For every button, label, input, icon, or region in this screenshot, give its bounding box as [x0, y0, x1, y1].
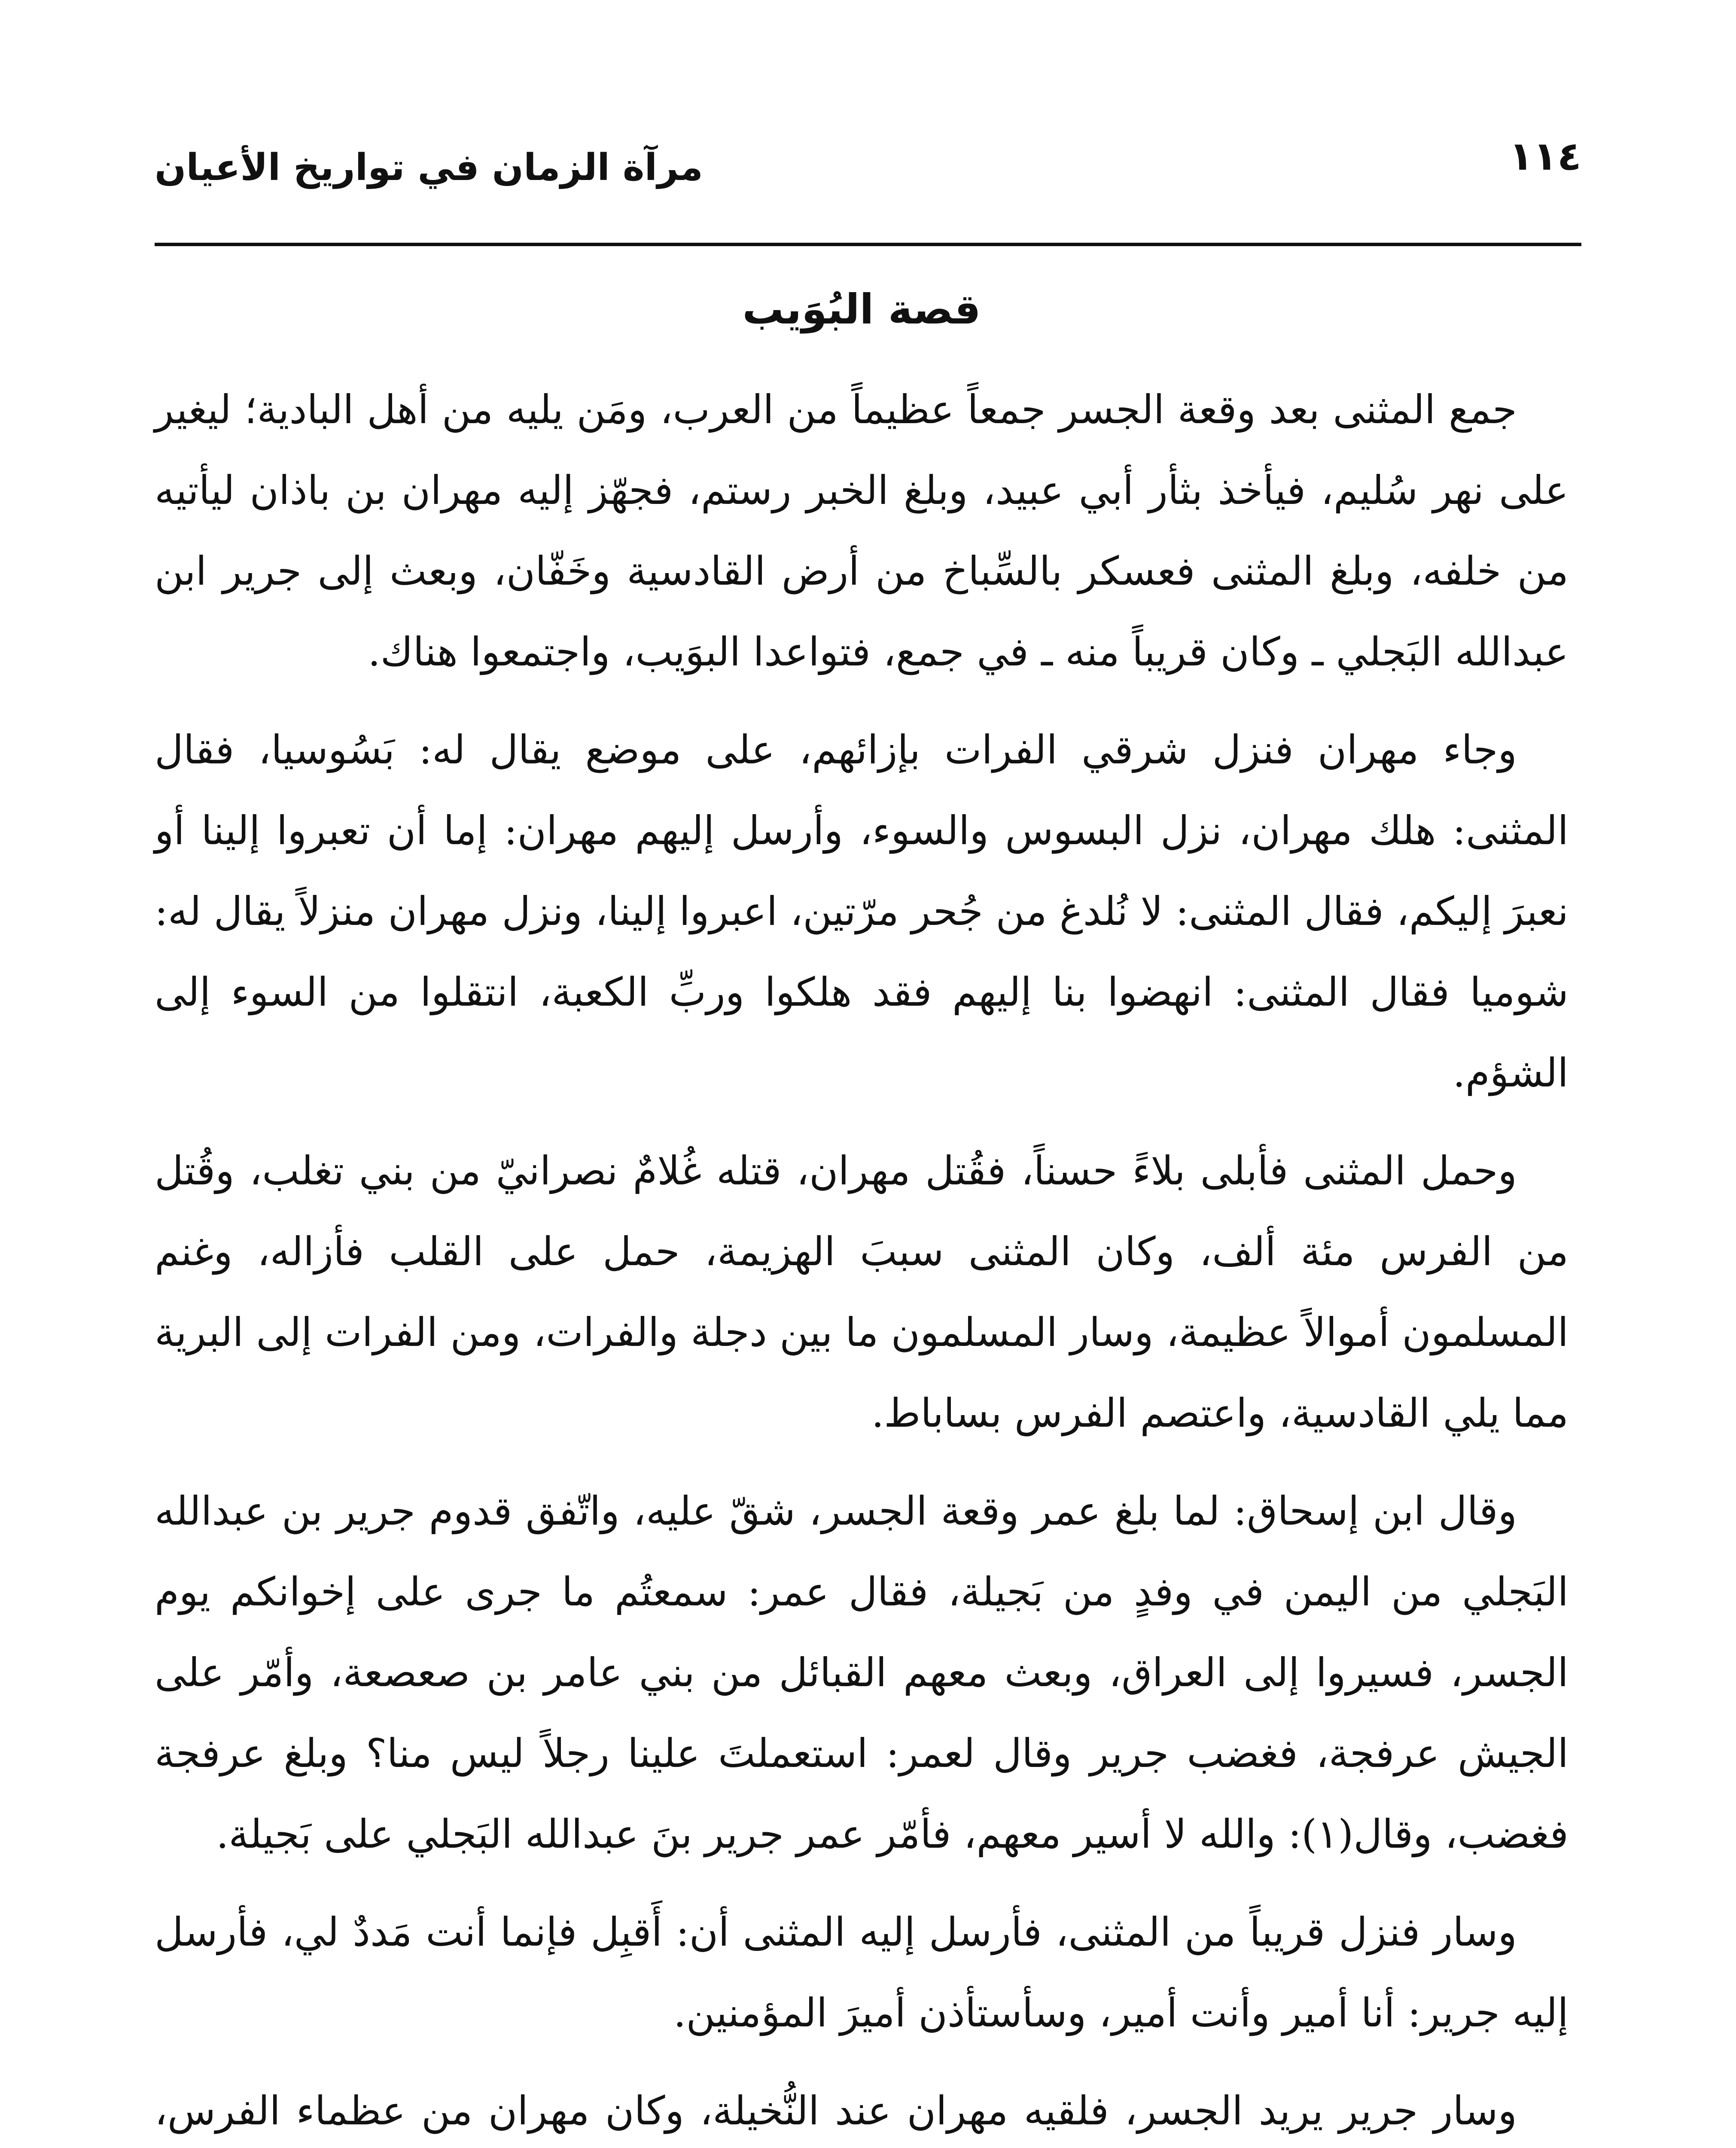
paragraph: وحمل المثنى فأبلى بلاءً حسناً، فقُتل مهران، قتله غُلامٌ نصرانيّ من بني تغلب، وقُتل من الفرس مئة ألف، وكان المثنى سببَ الهزيمة، حمل على القلب فأزاله، وغنم المسلمون أموالاً عظيمة، وسار المسلمون ما بين دجلة والفرات، ومن الفرات إلى البرية مما يلي القادسية، واعتصم الفرس بساباط. [155, 1148, 1568, 1436]
paragraph: وقال ابن إسحاق: لما بلغ عمر وقعة الجسر، شقّ عليه، واتّفق قدوم جرير بن عبدالله البَجلي من اليمن في وفدٍ من بَجيلة، فقال عمر: سمعتُم ما جرى على إخوانكم يوم الجسر، فسيروا إلى العراق، وبعث معهم القبائل من بني عامر بن صعصعة، وأمّر على الجيش عرفجة، فغضب جرير وقال لعمر: استعملتَ علينا رجلاً ليس منا؟ وبلغ عرفجة فغضب، وقال(١): والله لا أسير معهم، فأمّر عمر جرير بنَ عبدالله البَجلي على بَجيلة. [155, 1488, 1568, 1857]
page-header [155, 129, 1581, 232]
page-number: ١١٤ [1509, 133, 1581, 179]
paragraph: جمع المثنى بعد وقعة الجسر جمعاً عظيماً من العرب، ومَن يليه من أهل البادية؛ ليغير على نهر سُليم، فيأخذ بثأر أبي عبيد، وبلغ الخبر رستم، فجهّز إليه مهران بن باذان ليأتيه من خلفه، وبلغ المثنى فعسكر بالسِّباخ من أرض القادسية وخَفّان، وبعث إلى جرير ابن عبدالله البَجلي ـ وكان قريباً منه ـ في جمع، فتواعدا البوَيب، واجتمعوا هناك. [155, 387, 1568, 675]
paragraph: وسار جرير يريد الجسر، فلقيه مهران عند النُّخيلة، وكان مهران من عظماء الفرس، [155, 2088, 1517, 2134]
running-title: مرآة الزمان في تواريخ الأعيان [155, 146, 703, 189]
paragraph: وجاء مهران فنزل شرقي الفرات بإزائهم، على موضع يقال له: بَسُوسيا، فقال المثنى: هلك مهران، نزل البسوس والسوء، وأرسل إليهم مهران: إما أن تعبروا إلينا أو نعبرَ إليكم، فقال المثنى: لا نُلدغ من جُحر مرّتين، اعبروا إلينا، ونزل مهران منزلاً يقال له: شوميا فقال المثنى: انهضوا بنا إليهم فقد هلكوا وربِّ الكعبة، انتقلوا من السوء إلى الشؤم. [155, 727, 1568, 1096]
header-divider [155, 243, 1581, 246]
section-title: قصة البُوَيب [742, 285, 981, 333]
main-text [155, 266, 1568, 2148]
paragraph: وسار فنزل قريباً من المثنى، فأرسل إليه المثنى أن: أَقبِل فإنما أنت مَددٌ لي، فأرسل إليه جرير: أنا أمير وأنت أمير، وسأستأذن أميرَ المؤمنين. [155, 1909, 1568, 2036]
